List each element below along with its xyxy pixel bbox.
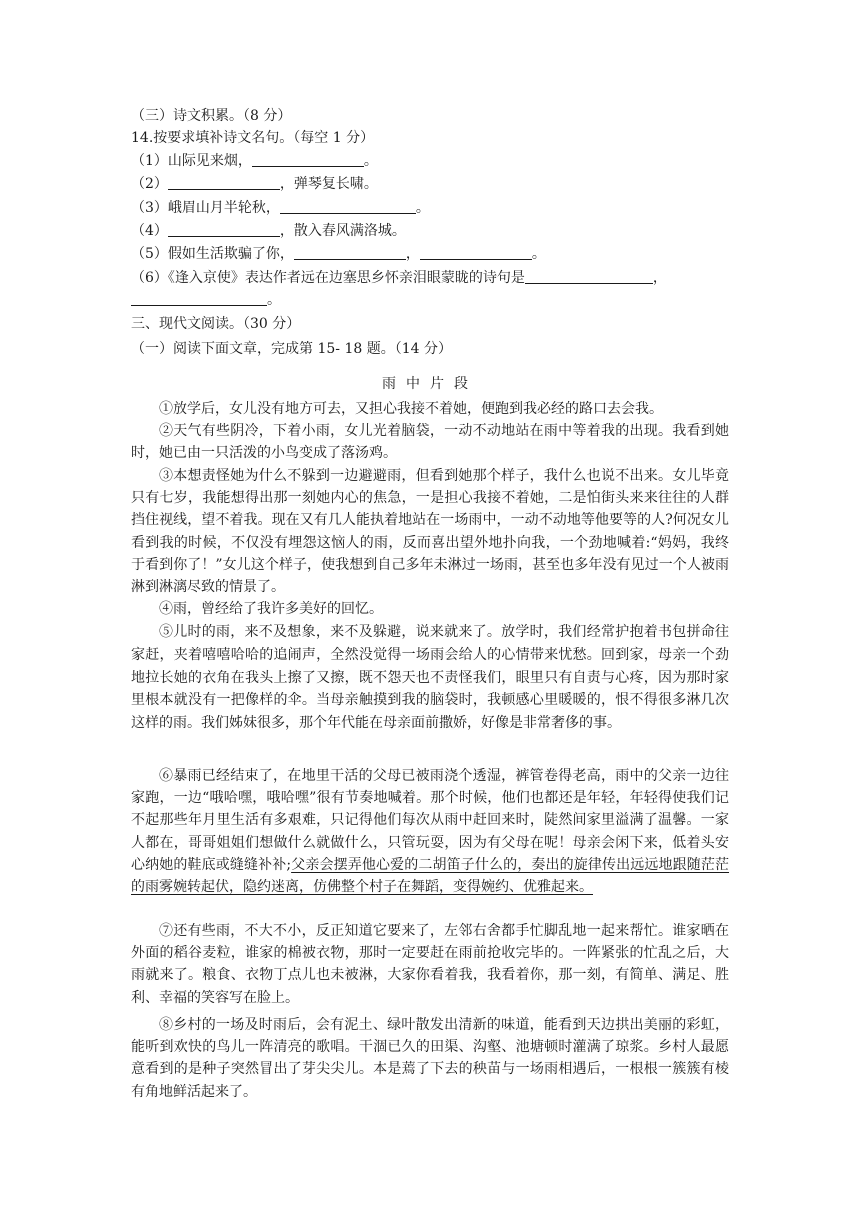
fill-item-text: ， <box>405 246 420 262</box>
fill-item-2 <box>131 173 378 195</box>
fill-item-text: （6）《逢入京使》表达作者远在边塞思乡怀亲泪眼蒙眬的诗句是 <box>131 270 525 286</box>
article-title: 雨中片段 <box>382 376 478 392</box>
article-paragraph-4: ④雨，曾经给了我许多美好的回忆。 <box>159 601 383 617</box>
fill-item-text: 。 <box>363 153 378 169</box>
fill-item-text: （3）峨眉山月半轮秋， <box>131 200 280 216</box>
fill-blank[interactable] <box>294 245 406 260</box>
article-paragraph-7: ⑦还有些雨，不大不小，反正知道它要来了，左邻右舍都手忙脚乱地一起来帮忙。谁家晒在外面的稻谷麦粒，谁家的棉被衣物，那时一定要赶在雨前抢收完毕的。一阵紧张的忙乱之后，大雨就来了。粮食、衣物丁点儿也未被淋，大家你看着我，我看着你，那一刻，有简单、满足、胜利、幸福的笑容写在脸上。 <box>131 923 729 1006</box>
fill-item-3 <box>131 197 430 219</box>
fill-item-text: 。 <box>415 200 430 216</box>
fill-item-text: （5）假如生活欺骗了你， <box>131 246 294 262</box>
fill-item-text: （2） <box>131 176 168 192</box>
fill-item-4 <box>131 220 406 242</box>
fill-item-5 <box>131 243 546 265</box>
fill-blank[interactable] <box>252 152 364 167</box>
fill-item-text: ，弹琴复长啸。 <box>279 176 378 192</box>
article-paragraph-3: ③本想责怪她为什么不躲到一边避避雨，但看到她那个样子，我什么也说不出来。女儿毕竟只有七岁，我能想得出那一刻她内心的焦急，一是担心我接不着她，二是怕街头来来往往的人群挡住视线，望不着我。现在又有几人能执着地站在一场雨中，一动不动地等他要等的人?何况女儿看到我的时候，不仅没有埋怨这恼人的雨，反而喜出望外地扑向我，一个劲地喊着:“妈妈，我终于看到你了！”女儿这个样子，使我想到自己多年未淋过一场雨，甚至也多年没有见过一个人被雨淋到淋漓尽致的情景了。 <box>131 468 729 596</box>
fill-item-text: （4） <box>131 223 168 239</box>
article-paragraph-2: ②天气有些阴冷，下着小雨，女儿光着脑袋，一动不动地站在雨中等着我的出现。我看到她时，她已由一只活泼的小鸟变成了落汤鸡。 <box>131 423 729 462</box>
fill-blank[interactable] <box>168 222 280 237</box>
fill-item-text: ，散入春风满洛城。 <box>279 223 406 239</box>
modern-reading-heading: 三、现代文阅读。（30 分） <box>131 316 301 332</box>
fill-blank[interactable] <box>525 269 653 284</box>
article-paragraph-1: ①放学后，女儿没有地方可去，又担心我接不着她，便跑到我必经的路口去会我。 <box>159 401 663 417</box>
fill-item-6-continued <box>131 289 281 311</box>
poetry-section-heading: （三）诗文积累。（8 分） <box>131 108 292 124</box>
underlined-sentence: 父亲会摆弄他心爱的二胡笛子什么的，奏出的旋律传出远远地跟随茫茫的雨雾婉转起伏，隐约迷离，仿佛整个村子在舞蹈，变得婉约、优雅起来。 <box>131 856 730 896</box>
fill-item-1 <box>131 150 378 172</box>
reading-instruction: （一）阅读下面文章，完成第 15- 18 题。（14 分） <box>131 341 452 357</box>
fill-item-6 <box>131 267 667 289</box>
fill-blank[interactable] <box>131 291 267 306</box>
article-paragraph-5: ⑤儿时的雨，来不及想象，来不及躲避，说来就来了。放学时，我们经常护抱着书包拼命往家赶，夹着嘻嘻哈哈的追闹声，全然没觉得一场雨会给人的心情带来忧愁。回到家，母亲一个劲地拉长她的衣角在我头上擦了又擦，既不怨天也不责怪我们，眼里只有自责与心疼，因为那时家里根本就没有一把像样的伞。当母亲触摸到我的脑袋时，我顿感心里暖暖的，恨不得很多淋几次这样的雨。我们姊妹很多，那个年代能在母亲面前撒娇，好像是非常奢侈的事。 <box>131 624 729 732</box>
fill-blank[interactable] <box>280 199 416 214</box>
paragraph-6-text: ⑥暴雨已经结束了，在地里干活的父母已被雨浇个透湿，裤管卷得老高，雨中的父亲一边往家跑，一边“哦哈嘿，哦哈嘿”很有节奏地喊着。那个时候，他们也都还是年轻，年轻得使我们记不起那些年月里生活有多艰难，只记得他们每次从雨中赶回来时，陡然间家里溢满了温馨。一家人都在，哥哥姐姐们想做什么就做什么，只管玩耍，因为有父母在呢！母亲会闲下来，低着头安心纳她的鞋底或缝缝补补; <box>131 768 729 873</box>
question-14-prompt: 14.按要求填补诗文名句。（每空 1 分） <box>131 130 375 146</box>
fill-blank[interactable] <box>420 245 532 260</box>
fill-item-text: ， <box>652 270 667 286</box>
fill-item-text: 。 <box>267 292 281 308</box>
fill-item-text: 。 <box>531 246 546 262</box>
fill-item-text: （1）山际见来烟， <box>131 153 252 169</box>
article-paragraph-8: ⑧乡村的一场及时雨后，会有泥土、绿叶散发出清新的味道，能看到天边拱出美丽的彩虹，能听到欢快的鸟儿一阵清亮的歌唱。干涸已久的田渠、沟壑、池塘顿时灌满了琼浆。乡村人最愿意看到的是种子突然冒出了芽尖尖儿。本是蔫了下去的秧苗与一场雨相遇后，一根根一簇簇有棱有角地鲜活起来了。 <box>131 1017 729 1100</box>
fill-blank[interactable] <box>168 175 280 190</box>
article-paragraph-6 <box>131 765 729 898</box>
